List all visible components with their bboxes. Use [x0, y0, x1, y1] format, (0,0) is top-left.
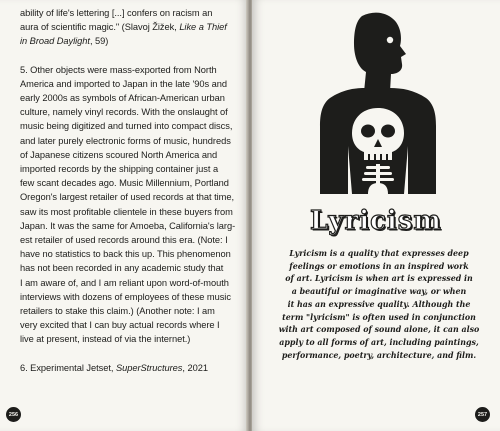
text-line: in Broad Daylight, 59) [20, 36, 109, 47]
text-line: I am aware of, and I am reliant upon word-of-mouth [20, 277, 229, 288]
text-line: early 2000s as symbols of African-American urban [20, 93, 225, 104]
text-line: music being digitized and turned into compact discs, [20, 121, 233, 132]
right-page [252, 0, 500, 431]
text-line: of art. Lyricism is when art is expressed in [285, 274, 473, 284]
text-line: ability of life's lettering [...] confers on racism an [20, 8, 213, 18]
text-line: America and imported to Japan in the late '90s and [20, 78, 228, 89]
text-line: feelings or emotions in an inspired work [289, 261, 469, 271]
text-line: few scant decades ago. Music Millennium, Portland [20, 178, 229, 189]
text-line: 6. Experimental Jetset, SuperStructures, 2021 [20, 362, 208, 373]
left-page [0, 0, 248, 431]
text-line: very excited that I can buy actual records where I [20, 320, 220, 331]
paragraph-quote-end [20, 6, 236, 49]
text-line: have no statistics to back this up. This phenomenon [20, 249, 231, 260]
text-line: saw its most profitable clientele in these buyers from [20, 206, 233, 217]
text-line: 5. Other objects were mass-exported from North [20, 64, 217, 75]
left-page-text [20, 6, 236, 389]
text-line: has not been recorded in any academic study that [20, 263, 224, 274]
text-line: Japan. It was the same for Amoeba, California's larg- [20, 220, 236, 231]
page-number-right: 257 [475, 407, 490, 422]
text-line: est retailer of used records around this era. (Note: I [20, 235, 228, 246]
text-line: aura of scientific magic." (Slavoj Žižek, Like a Thief [20, 22, 227, 33]
text-line: a beautiful or imaginative way, or when [291, 287, 467, 297]
paragraph-note-6 [20, 361, 236, 375]
text-line: and later purely electronic forms of music, hundreds [20, 135, 231, 146]
text-line: Lyricism is a quality that expresses deep [289, 249, 469, 258]
page-number-left: 256 [6, 407, 21, 422]
text-line: it has an expressive quality. Although the [287, 299, 471, 309]
section-heading: Lyricism [310, 206, 442, 236]
definition-text [274, 248, 484, 362]
text-line: apply to all forms of art, including paintings, [279, 337, 479, 347]
text-line: of Japanese citizens scoured North America and [20, 149, 218, 160]
text-line: retailers to stake this claim.) (Another note: I am [20, 306, 215, 317]
text-line: term "lyricism" is often used in conjunction [282, 312, 476, 322]
text-line: culture, namely vinyl records. With the onslaught of [20, 107, 228, 118]
text-line: interviews with dozens of employees of these music [20, 291, 231, 302]
paragraph-note-5 [20, 63, 236, 347]
text-line: with art composed of sound alone, it can also [278, 325, 480, 335]
silhouette-skull-icon [302, 6, 452, 196]
text-line: Oregon's largest retailer of used records at that time, [20, 192, 234, 203]
text-line: imported records by the shipping container just a [20, 164, 219, 175]
text-line: performance, poetry, architecture, and film. [281, 350, 477, 360]
text-line: live at present, instead of via the internet.) [20, 334, 191, 345]
